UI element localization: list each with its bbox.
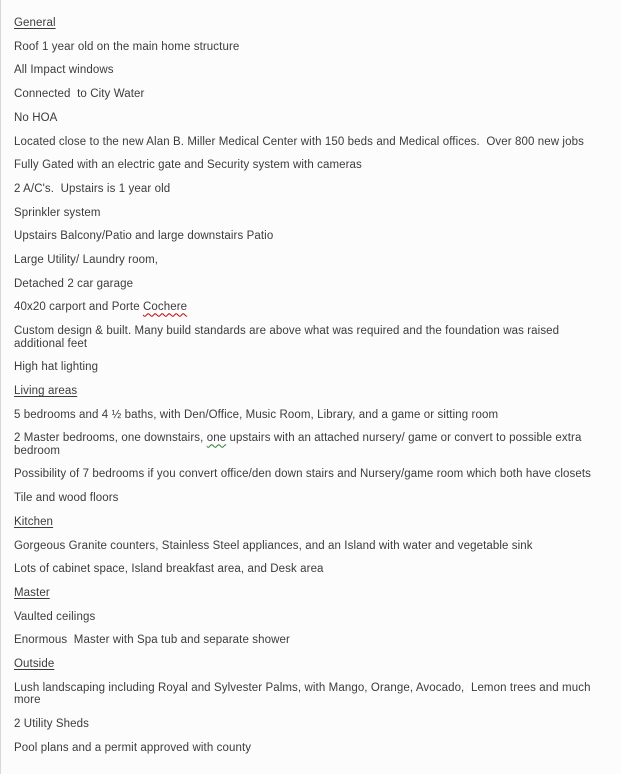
document-line xyxy=(14,634,611,646)
text-segment: Possibility of 7 bedrooms if you convert office/den down stairs and Nursery/game room which both have closets xyxy=(14,468,592,481)
document-line xyxy=(14,492,611,504)
text-segment: Vaulted ceilings xyxy=(14,610,96,623)
document-line xyxy=(14,159,611,171)
text-segment: 40x20 carport and Porte xyxy=(14,301,143,314)
text-segment: High hat lighting xyxy=(14,361,99,374)
section-heading: Master xyxy=(14,586,50,599)
misspelled-word: Cochere xyxy=(142,301,188,314)
document-content xyxy=(14,17,611,754)
text-segment: All Impact windows xyxy=(14,64,114,77)
document-line xyxy=(14,230,611,242)
document-line xyxy=(14,41,611,53)
document-line xyxy=(14,64,611,76)
document-line xyxy=(14,136,611,148)
document-line xyxy=(14,88,611,100)
document-line xyxy=(14,278,611,290)
text-segment: Gorgeous Granite counters, Stainless Steel appliances, and an Island with water and vegetable sink xyxy=(14,539,533,552)
document-line xyxy=(14,682,611,707)
text-segment: Tile and wood floors xyxy=(14,492,119,505)
document-line xyxy=(14,112,611,124)
section-heading: General xyxy=(14,17,56,29)
document-line xyxy=(14,361,611,373)
document-line xyxy=(14,409,611,421)
text-segment: Large Utility/ Laundry room, xyxy=(14,254,159,267)
text-segment: 5 bedrooms and 4 ½ baths, with Den/Office, Music Room, Library, and a game or sitting room xyxy=(14,408,499,421)
document-line xyxy=(14,468,611,480)
text-segment: Roof 1 year old on the main home structure xyxy=(14,40,240,53)
text-segment: Detached 2 car garage xyxy=(14,277,134,290)
text-segment: Enormous Master with Spa tub and separate shower xyxy=(14,634,290,647)
document-line xyxy=(14,254,611,266)
document-line xyxy=(14,540,611,552)
text-segment: Fully Gated with an electric gate and Security system with cameras xyxy=(14,159,362,172)
text-segment: Lots of cabinet space, Island breakfast area, and Desk area xyxy=(14,563,324,576)
document-line xyxy=(14,718,611,730)
text-segment: 2 A/C's. Upstairs is 1 year old xyxy=(14,182,171,195)
section-heading: Outside xyxy=(14,658,55,671)
document-line xyxy=(14,325,611,350)
text-segment: Lush landscaping including Royal and Sylvester Palms, with Mango, Orange, Avocado, Lemon trees and much more xyxy=(14,681,594,707)
text-segment: Sprinkler system xyxy=(14,206,101,219)
text-segment: Pool plans and a permit approved with county xyxy=(14,741,252,754)
document-line xyxy=(14,742,611,754)
document-line xyxy=(14,207,611,219)
document-line xyxy=(14,563,611,575)
text-segment: Connected to City Water xyxy=(14,88,145,101)
text-segment: Upstairs Balcony/Patio and large downstairs Patio xyxy=(14,230,274,243)
document-line xyxy=(14,301,611,313)
text-segment: 2 Master bedrooms, one downstairs, xyxy=(14,432,207,445)
document-line xyxy=(14,183,611,195)
document-line xyxy=(14,611,611,623)
text-segment: Located close to the new Alan B. Miller Medical Center with 150 beds and Medical offices. Over 800 new jobs xyxy=(14,135,584,148)
section-heading: Kitchen xyxy=(14,515,54,528)
text-segment: 2 Utility Sheds xyxy=(14,717,90,730)
text-segment: upstairs with an attached nursery/ game or convert to possible extra bedroom xyxy=(14,432,585,457)
section-heading: Living areas xyxy=(14,384,78,397)
grammar-flagged-word: one xyxy=(206,432,227,445)
document-line xyxy=(14,432,611,457)
text-segment: Custom design & built. Many build standards are above what was required and the foundation was raised additional feet xyxy=(14,325,563,350)
text-segment: No HOA xyxy=(14,111,58,124)
